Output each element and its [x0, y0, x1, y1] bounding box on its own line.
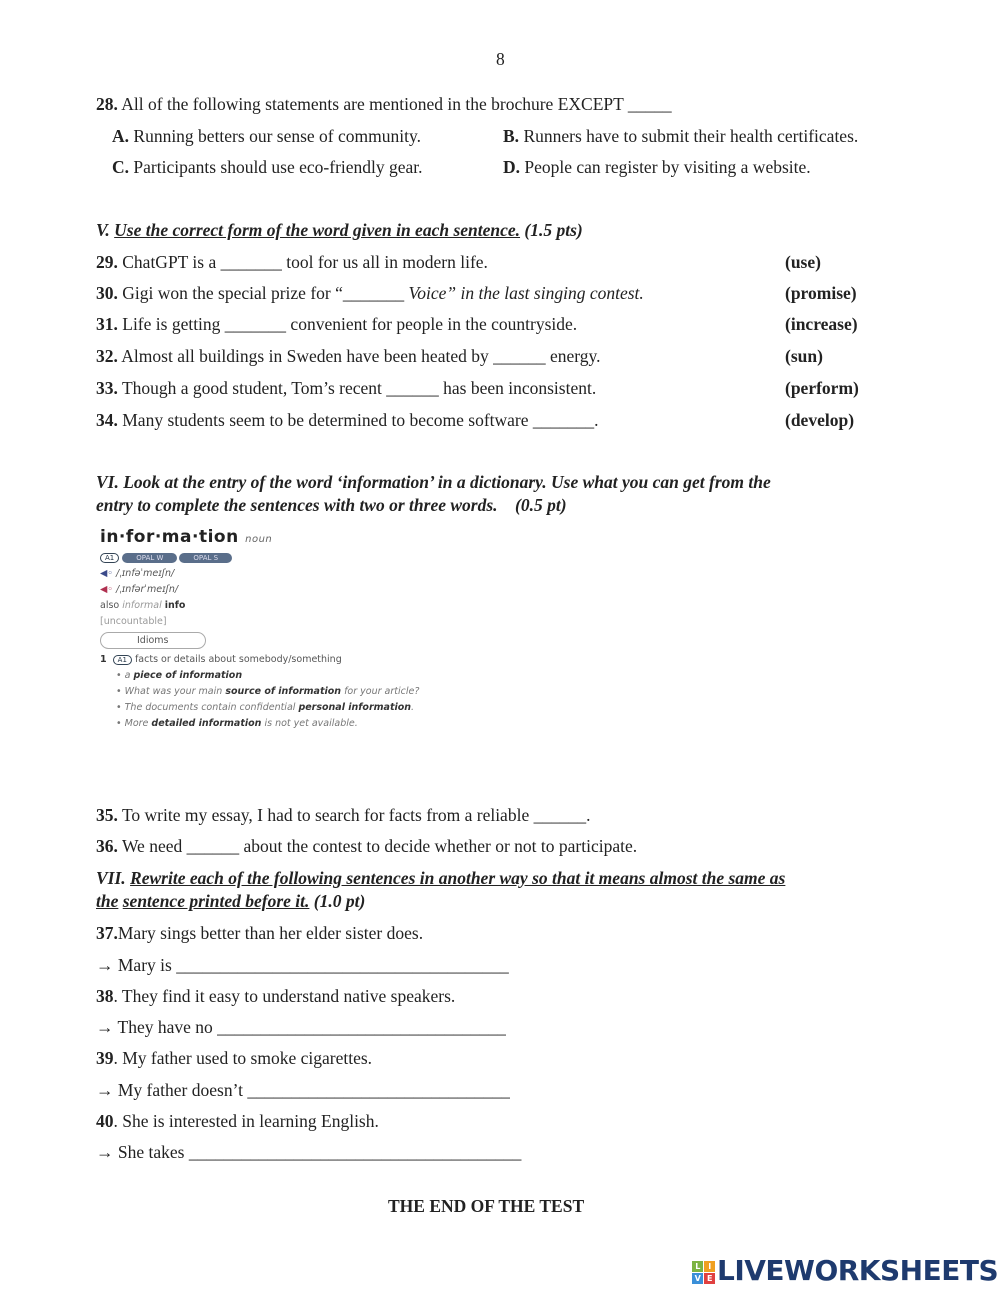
question-row: [96, 251, 488, 273]
q-text: Life is getting _______ convenient for people in the countryside.: [122, 314, 578, 334]
question-35: 35. To write my essay, I had to search for facts from a reliable ______.: [96, 805, 591, 825]
option-c: C. Participants should use eco-friendly gear.: [112, 157, 423, 177]
option-text: People can register by visiting a website.: [524, 157, 811, 177]
end-of-test: THE END OF THE TEST: [388, 1196, 585, 1216]
question-36: 36. We need ______ about the contest to decide whether or not to participate.: [96, 836, 638, 856]
question-row: [96, 345, 601, 367]
q-text: ChatGPT is a _______ tool for us all in modern life.: [122, 252, 488, 272]
word-hint: (develop): [785, 410, 855, 430]
q-text: Gigi won the special prize for “_______: [122, 283, 409, 303]
question-row: [96, 377, 596, 399]
section-7-heading-line2: the sentence printed before it. (1.0 pt): [96, 891, 366, 911]
speaker-icon: ◀◦: [100, 568, 113, 579]
question-row: [96, 922, 423, 944]
q-num: 40: [96, 1111, 114, 1131]
rewrite-answer-line[interactable]: → They have no _________________________________: [96, 1017, 506, 1037]
q-text: . She is interested in learning English.: [113, 1111, 379, 1131]
headword: in·for·ma·tion noun: [100, 527, 273, 547]
option-a: A. Running betters our sense of community.: [112, 126, 421, 146]
dictionary-entry-image: in·for·ma·tion noun A1 OPAL W OPAL S ◀◦ /ˌɪnfəˈmeɪʃn/ ◀◦ /ˌɪnfərˈmeɪʃn/ also informal info [uncountable] Idioms 1 A1 facts or details about somebody/something • a piece of information • What was your main source of information for your article? • The documents contain confidential personal information. • More detailed information is not yet available.: [100, 522, 430, 734]
word-hint: (use): [785, 252, 821, 272]
q-text-italic: Voice” in the last singing contest.: [408, 283, 644, 303]
q-num: 39: [96, 1048, 114, 1068]
word-hint: (promise): [785, 283, 857, 303]
option-text: Participants should use eco-friendly gear.: [133, 157, 423, 177]
rewrite-answer-line[interactable]: → She takes ______________________________________: [96, 1142, 522, 1162]
question-row: [96, 313, 577, 335]
q-text: Almost all buildings in Sweden have been heated by ______ energy.: [121, 346, 601, 366]
question-row: [96, 409, 599, 431]
q-text: Many students seem to be determined to become software _______.: [122, 410, 599, 430]
q-num: 33.: [96, 378, 118, 398]
q-num: 37.: [96, 923, 118, 943]
q-text: Mary sings better than her elder sister does.: [117, 923, 424, 943]
q-num: 28.: [96, 94, 118, 114]
option-b: B. Runners have to submit their health certificates.: [503, 126, 859, 146]
q-num: 29.: [96, 252, 118, 272]
question-row: [96, 985, 455, 1007]
speaker-icon: ◀◦: [100, 584, 113, 595]
liveworksheets-logo: L I V E LIVEWORKSHEETS: [692, 1254, 998, 1287]
question-row: [96, 1110, 379, 1132]
section-6-heading-line2: entry to complete the sentences with two or three words. (0.5 pt): [96, 495, 567, 515]
q-text: . They find it easy to understand native speakers.: [113, 986, 456, 1006]
q-num: 32.: [96, 346, 118, 366]
word-hint: (perform): [785, 378, 859, 398]
q-text: All of the following statements are mentioned in the brochure EXCEPT _____: [121, 94, 672, 114]
section-7-heading-line1: VII. Rewrite each of the following sentences in another way so that it means almost the same as: [96, 868, 786, 888]
section-5-heading: V. Use the correct form of the word given in each sentence. (1.5 pts): [96, 220, 583, 240]
logo-blocks-icon: L I V E: [692, 1261, 715, 1284]
question-row: [96, 1047, 372, 1069]
page-number: 8: [496, 49, 505, 69]
rewrite-answer-line[interactable]: → My father doesn’t ______________________________: [96, 1080, 510, 1100]
badge-a1: A1: [100, 553, 119, 563]
word-hint: (increase): [785, 314, 858, 334]
q-text: . My father used to smoke cigarettes.: [113, 1048, 373, 1068]
question-row: [96, 282, 644, 304]
q-num: 34.: [96, 410, 118, 430]
option-text: Running betters our sense of community.: [133, 126, 421, 146]
q-num: 38: [96, 986, 114, 1006]
section-6-heading-line1: VI. Look at the entry of the word ‘information’ in a dictionary. Use what you can get from the: [96, 472, 771, 492]
question-28: [96, 93, 672, 115]
option-text: Runners have to submit their health certificates.: [523, 126, 859, 146]
idioms-button[interactable]: Idioms: [100, 632, 206, 649]
q-num: 30.: [96, 283, 118, 303]
option-d: D. People can register by visiting a website.: [503, 157, 811, 177]
q-text: Though a good student, Tom’s recent ______ has been inconsistent.: [121, 378, 597, 398]
rewrite-answer-line[interactable]: → Mary is ______________________________________: [96, 955, 509, 975]
word-hint: (sun): [785, 346, 823, 366]
q-num: 31.: [96, 314, 118, 334]
